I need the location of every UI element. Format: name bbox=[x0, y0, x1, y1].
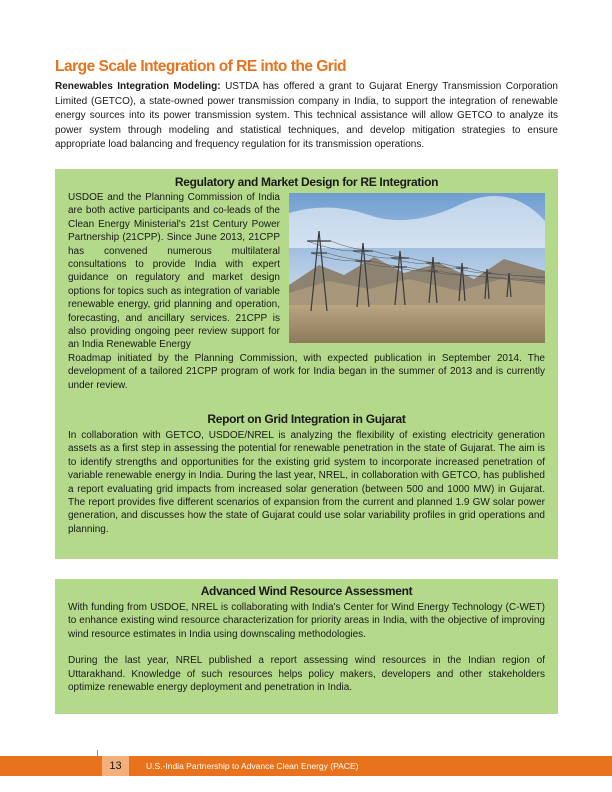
footer-text: U.S.-India Partnership to Advance Clean Energy (PACE) bbox=[146, 761, 359, 771]
page-number: 13 bbox=[109, 760, 122, 772]
regulatory-paragraph-2: Roadmap initiated by the Planning Commission, with expected publication in September 2014. The development of a tailored 21CPP program of work for India began in the summer of 2013 and is currently under review. bbox=[68, 352, 545, 391]
wind-paragraph-2: During the last year, NREL published a report assessing wind resources in the Indian region of Uttarakhand. Knowledge of such resources helps policy makers, developers and other stakeholders optimize renewable energy deployment and penetration in India. bbox=[68, 655, 545, 694]
intro-paragraph bbox=[55, 80, 558, 153]
green-panel-regulatory bbox=[55, 169, 558, 559]
footer-divider bbox=[97, 750, 98, 776]
section-wind bbox=[68, 584, 545, 694]
green-panel-wind bbox=[55, 579, 558, 714]
gujarat-paragraph: In collaboration with GETCO, USDOE/NREL is analyzing the flexibility of existing electricity generation assets as a first step in assessing the potential for renewable penetration in the state of Gujarat. The aim is to identify strengths and opportunities for the existing grid system to incorporate increased penetration of variable renewable energy in India. During the last year, NREL, in collaboration with GETCO, has published a report evaluating grid impacts from increased solar generation (between 500 and 1000 MW) in Gujarat. The report provides five different scenarios of expansion from the current and planned 1.9 GW solar power generation, and discusses how the state of Gujarat could use solar variability profiles in grid operations and planning. bbox=[68, 430, 545, 535]
section-regulatory bbox=[68, 175, 545, 189]
regulatory-heading: Regulatory and Market Design for RE Integration bbox=[174, 175, 439, 189]
intro-text: USTDA has offered a grant to Gujarat Energy Transmission Corporation Limited (GETCO), a state-owned power transmission company in India, to support the integration of renewable energy sources into its power transmission system. This technical assistance will allow GETCO to analyze its power system through modeling and statistical techniques, and develop mitigation strategies to ensure appropriate load balancing and frequency regulation for its transmission operations. bbox=[55, 81, 558, 150]
gujarat-heading: Report on Grid Integration in Gujarat bbox=[207, 412, 406, 426]
wind-paragraph-1: With funding from USDOE, NREL is collaborating with India's Center for Wind Energy Technology (C-WET) to enhance existing wind resource characterization for priority areas in India, with the objective of improving wind resource estimates in India using downscaling methodologies. bbox=[68, 602, 545, 640]
intro-lead: Renewables Integration Modeling: bbox=[55, 81, 221, 92]
page-title: Large Scale Integration of RE into the Grid bbox=[55, 58, 347, 75]
wind-heading: Advanced Wind Resource Assessment bbox=[200, 584, 413, 598]
transmission-towers-photo bbox=[289, 193, 545, 343]
section-gujarat bbox=[68, 412, 545, 536]
regulatory-paragraph-1: USDOE and the Planning Commission of India are both active participants and co-leads of the Clean Energy Ministerial's 21st Century Power Partnership (21CPP). Since June 2013, 21CPP has convened numerous multilateral consultations to provide India with expert guidance on regulatory and market design options for topics such as integration of variable renewable energy, grid planning and operation, forecasting, and ancillary services. 21CPP is also providing ongoing peer review support for an India Renewable Energy bbox=[68, 192, 280, 351]
